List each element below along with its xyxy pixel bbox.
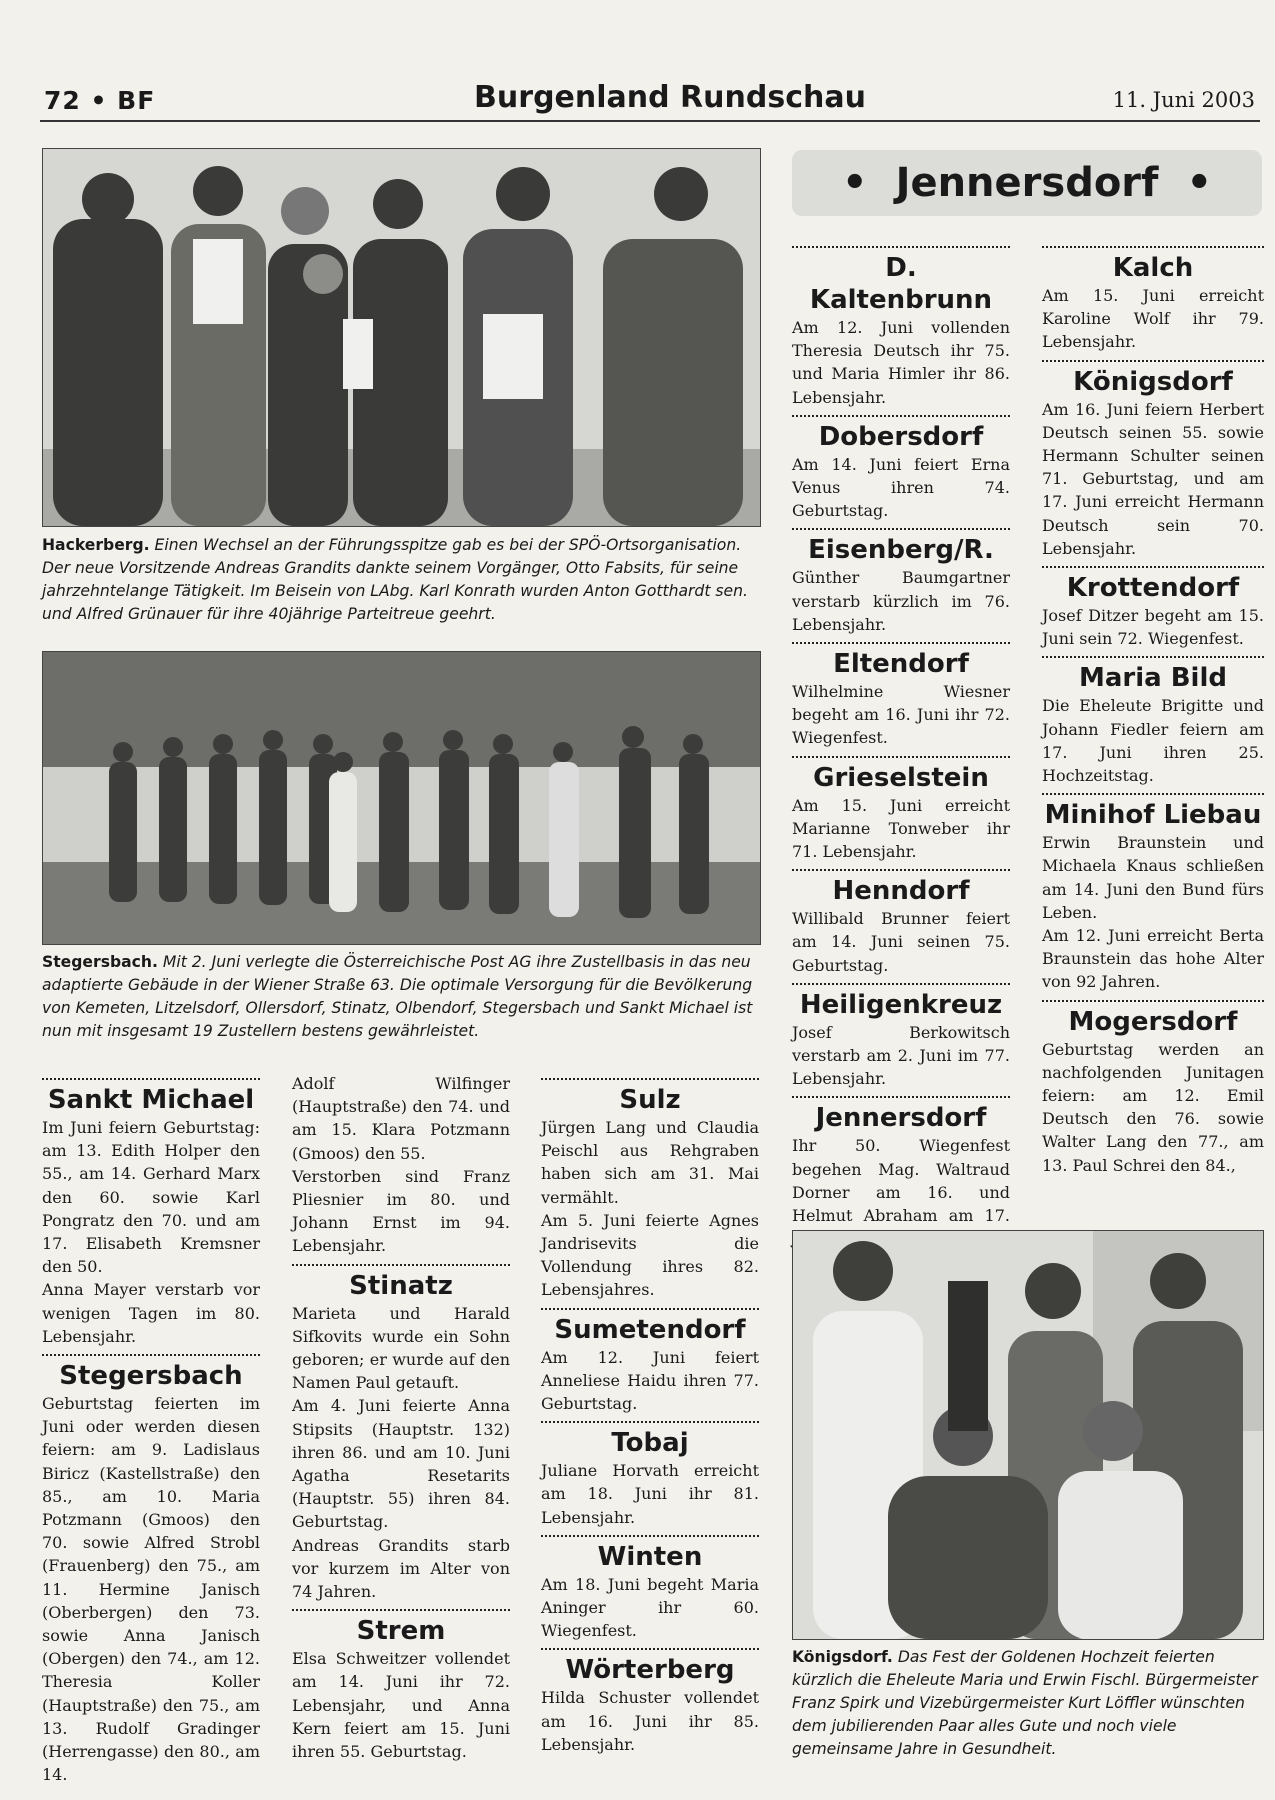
section-text: Geburtstag feierten im Juni oder werden diesen feiern: am 9. Ladislaus Biricz (Kastellstraße) den 85., am 10. Maria Potzmann (Gmoos) den 70. sowie Alfred Strobl (Frauenberg) den 75., am 11. Hermine Janisch (Oberbergen) den 73. sowie Anna Janisch (Obergen) den 74., am 12. Theresia Koller (Hauptstraße) den 75., am 13. Rudolf Gradinger (Herrengasse) den 80., am 14. bbox=[42, 1394, 260, 1785]
section-title: Grieselstein bbox=[813, 762, 989, 793]
notice-section bbox=[792, 415, 1010, 523]
dotted-divider bbox=[1042, 246, 1264, 248]
dotted-divider bbox=[541, 1078, 759, 1080]
dotted-divider bbox=[1042, 360, 1264, 362]
section-text: Josef Ditzer begeht am 15. Juni sein 72. Wiegenfest. bbox=[1042, 606, 1264, 649]
section-text: Juliane Horvath erreicht am 18. Juni ihr 81. Lebensjahr. bbox=[541, 1461, 759, 1527]
section-text: Adolf Wilfinger (Hauptstraße) den 74. und am 15. Klara Potzmann (Gmoos) den 55. Verstorben sind Franz Pliesnier im 80. und Johann Ernst im 94. Lebensjahr. bbox=[292, 1074, 510, 1256]
section-title: Minihof Liebau bbox=[1044, 800, 1262, 831]
notice-section bbox=[792, 756, 1010, 864]
caption-text: Das Fest der Goldenen Hochzeit feierten kürzlich die Eheleute Maria und Erwin Fischl. Bürgermeister Franz Spirk und Vizebürgermeister Kurt Löffler wünschten dem jubilierenden Paar alles Gute und noch viele gemeinsame Jahre in Gesundheit. bbox=[792, 1648, 1258, 1758]
banner-bullet-right: • bbox=[1186, 160, 1213, 206]
section-text: Erwin Braunstein und Michaela Knaus schließen am 14. Juni den Bund fürs Leben. Am 12. Juni erreicht Berta Braunstein das hohe Alter von 92 Jahren. bbox=[1042, 833, 1264, 992]
caption-hackerberg bbox=[42, 534, 762, 626]
section-text: Elsa Schweitzer vollendet am 14. Juni ihr 72. Lebensjahr, und Anna Kern feiert am 15. Juni ihren 55. Geburtstag. bbox=[292, 1649, 510, 1762]
notice-section bbox=[1042, 360, 1264, 560]
notice-section bbox=[792, 1096, 1010, 1250]
notice-section bbox=[792, 869, 1010, 977]
notice-section bbox=[541, 1421, 759, 1529]
dotted-divider bbox=[792, 869, 1010, 871]
notice-section bbox=[1042, 793, 1264, 993]
section-text: Jürgen Lang und Claudia Peischl aus Rehgraben haben sich am 31. Mai vermählt. Am 5. Juni feierte Agnes Jandrisevits die Vollendung ihres 82. Lebensjahres. bbox=[541, 1118, 759, 1300]
header-rule bbox=[40, 120, 1260, 122]
section-title: Dobersdorf bbox=[818, 421, 984, 452]
column-2 bbox=[292, 1072, 510, 1763]
dotted-divider bbox=[541, 1421, 759, 1423]
notice-section bbox=[792, 642, 1010, 750]
section-text: Willibald Brunner feiert am 14. Juni seinen 75. Geburtstag. bbox=[792, 909, 1010, 975]
section-text: Ihr 50. Wiegenfest begehen Mag. Waltraud Dorner am 16. und Helmut Abraham am 17. bbox=[792, 1136, 1010, 1226]
section-text: Am 12. Juni vollenden Theresia Deutsch ihr 75. und Maria Himler ihr 86. Lebensjahr. bbox=[792, 318, 1010, 407]
section-title: Stegersbach bbox=[59, 1361, 243, 1392]
notice-section bbox=[541, 1535, 759, 1643]
column-5 bbox=[1042, 240, 1264, 1177]
newspaper-title: Burgenland Rundschau bbox=[474, 80, 866, 115]
notice-section bbox=[541, 1078, 759, 1302]
page-number: 72 • BF bbox=[44, 86, 156, 115]
dotted-divider bbox=[42, 1354, 260, 1356]
section-title: Maria Bild bbox=[1078, 663, 1227, 694]
photo-koenigsdorf bbox=[792, 1230, 1264, 1640]
section-title: Strem bbox=[356, 1616, 446, 1647]
section-text: Günther Baumgartner verstarb kürzlich im 76. Lebensjahr. bbox=[792, 568, 1010, 634]
notice-section bbox=[541, 1308, 759, 1416]
column-4 bbox=[792, 240, 1010, 1250]
section-text: Am 16. Juni feiern Herbert Deutsch seinen 55. sowie Hermann Schulter seinen 71. Geburtstag, und am 17. Juni erreicht Hermann Deutsch sein 70. Lebensjahr. bbox=[1042, 399, 1264, 558]
section-title: Sumetendorf bbox=[554, 1314, 746, 1345]
section-text: Die Eheleute Brigitte und Johann Fiedler feiern am 17. Juni ihren 25. Hochzeitstag. bbox=[1042, 696, 1264, 786]
dotted-divider bbox=[292, 1264, 510, 1266]
section-text: Am 15. Juni erreicht Marianne Tonweber ihr 71. Lebensjahr. bbox=[792, 795, 1010, 862]
section-title: D. Kaltenbrunn bbox=[809, 253, 993, 315]
banner-bullet-left: • bbox=[841, 160, 868, 206]
section-title: Tobaj bbox=[611, 1428, 689, 1459]
section-title: Königsdorf bbox=[1073, 366, 1233, 397]
column-1 bbox=[42, 1072, 260, 1786]
dotted-divider bbox=[1042, 1000, 1264, 1002]
notice-section bbox=[42, 1354, 260, 1786]
section-text: Marieta und Harald Sifkovits wurde ein Sohn geboren; er wurde auf den Namen Paul getauft. Am 4. Juni feierte Anna Stipsits (Hauptstr. 132) ihren 86. und am 10. Juni Agatha Resetarits (Hauptstr. 55) ihren 84. Geburtstag. Andreas Grandits starb vor kurzem im Alter von 74 Jahren. bbox=[292, 1303, 510, 1602]
notice-section bbox=[792, 983, 1010, 1091]
dotted-divider bbox=[541, 1535, 759, 1537]
dotted-divider bbox=[1042, 793, 1264, 795]
section-title: Winten bbox=[597, 1541, 703, 1572]
caption-text: Mit 2. Juni verlegte die Österreichische Post AG ihre Zustellbasis in das neu adaptierte Gebäude in der Wiener Straße 63. Die optimale Versorgung für die Bevölkerung von Kemeten, Litzelsdorf, Ollersdorf, Stinatz, Olbendorf, Stegersbach und Sankt Michael ist nun mit insgesamt 19 Zustellern bestens gewährleistet. bbox=[42, 953, 753, 1040]
section-text: Wilhelmine Wiesner begeht am 16. Juni ihr 72. Wiegenfest. bbox=[792, 682, 1010, 748]
caption-text: Einen Wechsel an der Führungsspitze gab es bei der SPÖ-Ortsorganisation. Der neue Vorsitzende Andreas Grandits dankte seinem Vorgänger, Otto Fabsits, für seine jahrzehntelange Tätigkeit. Im Beisein von LAbg. Karl Konrath wurden Anton Gotthardt sen. und Alfred Grünauer für ihre 40jährige Parteitreue geehrt. bbox=[42, 536, 748, 623]
section-title: Wörterberg bbox=[565, 1655, 735, 1686]
issue-date: 11. Juni 2003 bbox=[1112, 88, 1255, 112]
dotted-divider bbox=[1042, 566, 1264, 568]
section-title: Eisenberg/R. bbox=[808, 535, 994, 566]
caption-place: Hackerberg. bbox=[42, 536, 150, 554]
section-title: Stinatz bbox=[349, 1270, 453, 1301]
section-text: Am 12. Juni feiert Anneliese Haidu ihren 77. Geburtstag. bbox=[541, 1347, 759, 1414]
dotted-divider bbox=[292, 1609, 510, 1611]
section-text: Im Juni feiern Geburtstag: am 13. Edith Holper den 55., am 14. Gerhard Marx den 60. sowie Karl Pongratz den 70. und am 17. Elisabeth Kremsner den 50. Anna Mayer verstarb vor wenigen Tagen im 80. Lebensjahr. bbox=[42, 1118, 260, 1346]
section-title: Sankt Michael bbox=[47, 1085, 255, 1115]
dotted-divider bbox=[541, 1648, 759, 1650]
dotted-divider bbox=[792, 642, 1010, 644]
dotted-divider bbox=[792, 1096, 1010, 1098]
caption-stegersbach bbox=[42, 951, 762, 1043]
notice-section bbox=[292, 1072, 510, 1258]
notice-section bbox=[292, 1609, 510, 1763]
section-title: Kalch bbox=[1112, 253, 1194, 283]
section-text: Hilda Schuster vollendet am 16. Juni ihr 85. Lebensjahr. bbox=[541, 1688, 759, 1754]
dotted-divider bbox=[1042, 656, 1264, 658]
section-title: Krottendorf bbox=[1066, 573, 1240, 604]
notice-section bbox=[792, 246, 1010, 409]
banner-title: Jennersdorf bbox=[895, 160, 1159, 206]
dotted-divider bbox=[792, 756, 1010, 758]
section-text: Am 18. Juni begeht Maria Aninger ihr 60. Wiegenfest. bbox=[541, 1574, 759, 1641]
notice-section bbox=[1042, 656, 1264, 787]
notice-section bbox=[1042, 1000, 1264, 1177]
dotted-divider bbox=[541, 1308, 759, 1310]
notice-section bbox=[292, 1264, 510, 1604]
notice-section bbox=[1042, 246, 1264, 354]
notice-section bbox=[792, 528, 1010, 636]
dotted-divider bbox=[792, 246, 1010, 248]
caption-place: Königsdorf. bbox=[792, 1648, 893, 1666]
section-title: Heiligenkreuz bbox=[799, 989, 1003, 1020]
section-text: Josef Berkowitsch verstarb am 2. Juni im 77. Lebensjahr. bbox=[792, 1022, 1010, 1089]
dotted-divider bbox=[792, 415, 1010, 417]
caption-koenigsdorf bbox=[792, 1646, 1262, 1761]
section-title: Jennersdorf bbox=[815, 1103, 987, 1134]
notice-section bbox=[541, 1648, 759, 1756]
caption-place: Stegersbach. bbox=[42, 953, 158, 971]
dotted-divider bbox=[42, 1078, 260, 1080]
section-text: Am 14. Juni feiert Erna Venus ihren 74. Geburtstag. bbox=[792, 454, 1010, 521]
dotted-divider bbox=[792, 983, 1010, 985]
section-title: Mogersdorf bbox=[1068, 1006, 1238, 1037]
section-text: Geburtstag werden an nachfolgenden Junitagen feiern: am 12. Emil Deutsch den 76. sowie Walter Lang den 77., am 13. Paul Schrei den 84., bbox=[1042, 1039, 1264, 1175]
section-text: Am 15. Juni erreicht Karoline Wolf ihr 79. Lebensjahr. bbox=[1042, 286, 1264, 352]
notice-section bbox=[42, 1078, 260, 1348]
photo-stegersbach bbox=[42, 651, 761, 945]
section-title: Eltendorf bbox=[833, 649, 969, 680]
section-title: Henndorf bbox=[832, 876, 970, 907]
section-title: Sulz bbox=[619, 1085, 681, 1115]
region-banner bbox=[792, 150, 1262, 216]
column-3 bbox=[541, 1072, 759, 1756]
photo-hackerberg bbox=[42, 148, 761, 527]
notice-section bbox=[1042, 566, 1264, 650]
dotted-divider bbox=[792, 528, 1010, 530]
